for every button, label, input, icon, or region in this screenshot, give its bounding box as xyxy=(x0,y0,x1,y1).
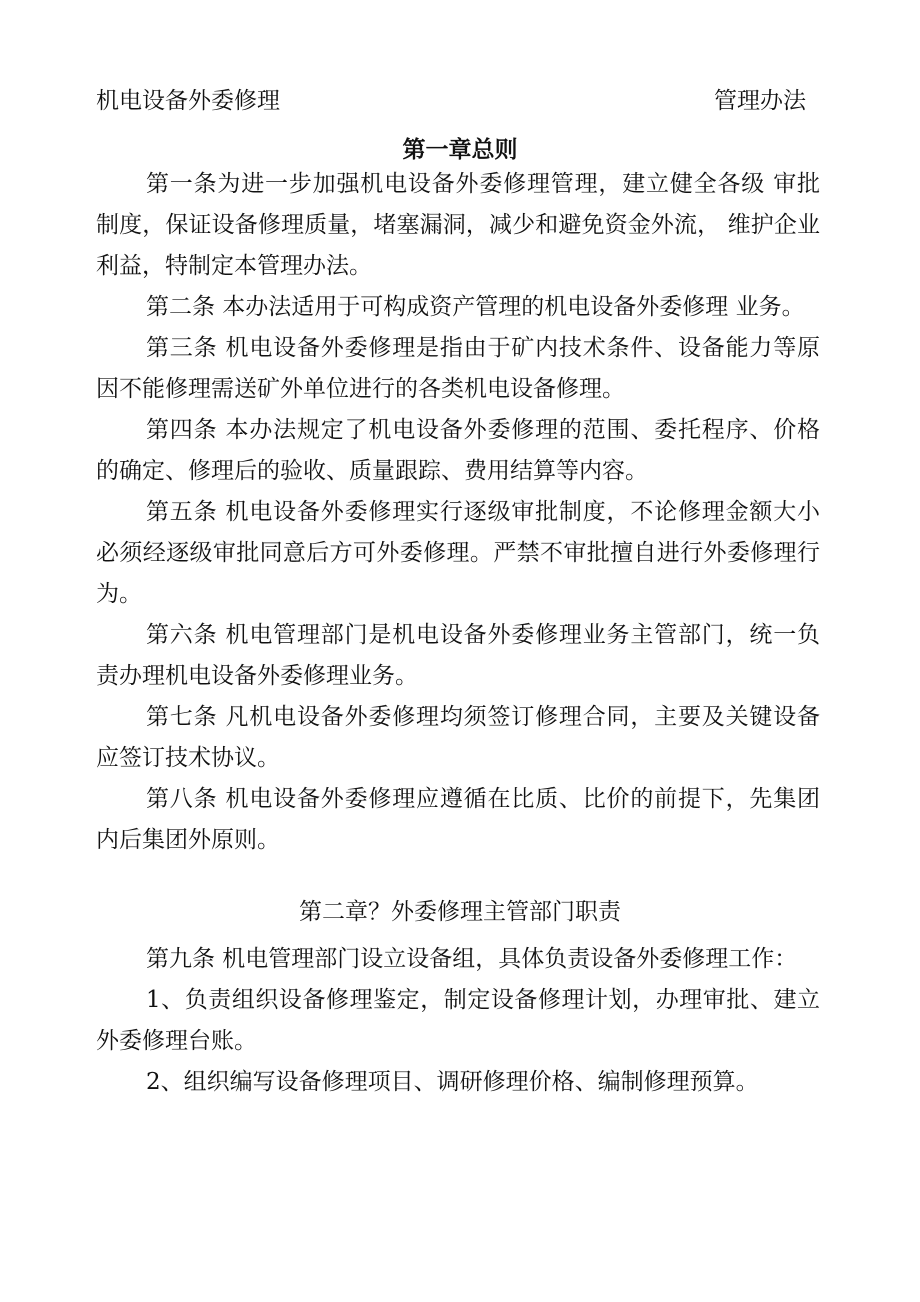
chapter-2-body xyxy=(96,939,820,1103)
header-title: 机电设备外委修理 xyxy=(96,88,280,114)
article-2: 第二条 本办法适用于可构成资产管理的机电设备外委修理 业务。 xyxy=(146,294,805,320)
article-4: 第四条 本办法规定了机电设备外委修理的范围、委托程序、价格的确定、修理后的验收、质量跟踪、费用结算等内容。 xyxy=(96,417,820,484)
duty-item-2: 2、组织编写设备修理项目、调研修理价格、编制修理预算。 xyxy=(146,1069,759,1095)
article-6: 第六条 机电管理部门是机电设备外委修理业务主管部门，统一负责办理机电设备外委修理业务。 xyxy=(96,622,820,689)
article-7: 第七条 凡机电设备外委修理均须签订修理合同，主要及关键设备应签订技术协议。 xyxy=(96,704,820,771)
chapter-1-body xyxy=(96,164,820,861)
chapter-1-title: 第一章总则 xyxy=(402,137,518,163)
duty-item-1: 1、负责组织设备修理鉴定，制定设备修理计划，办理审批、建立外委修理台账。 xyxy=(96,987,820,1054)
header-subtitle: 管理办法 xyxy=(714,88,806,114)
article-8: 第八条 机电设备外委修理应遵循在比质、比价的前提下，先集团内后集团外原则。 xyxy=(96,786,820,853)
article-9: 第九条 机电管理部门设立设备组，具体负责设备外委修理工作： xyxy=(146,946,798,972)
article-3: 第三条 机电设备外委修理是指由于矿内技术条件、设备能力等原因不能修理需送矿外单位进行的各类机电设备修理。 xyxy=(96,335,820,402)
chapter-2-title: 第二章？外委修理主管部门职责 xyxy=(299,899,621,925)
article-5: 第五条 机电设备外委修理实行逐级审批制度，不论修理金额大小必须经逐级审批同意后方可外委修理。严禁不审批擅自进行外委修理行为。 xyxy=(96,499,820,607)
article-1: 第一条为进一步加强机电设备外委修理管理，建立健全各级 审批制度，保证设备修理质量，堵塞漏洞，减少和避免资金外流， 维护企业利益，特制定本管理办法。 xyxy=(96,171,820,279)
